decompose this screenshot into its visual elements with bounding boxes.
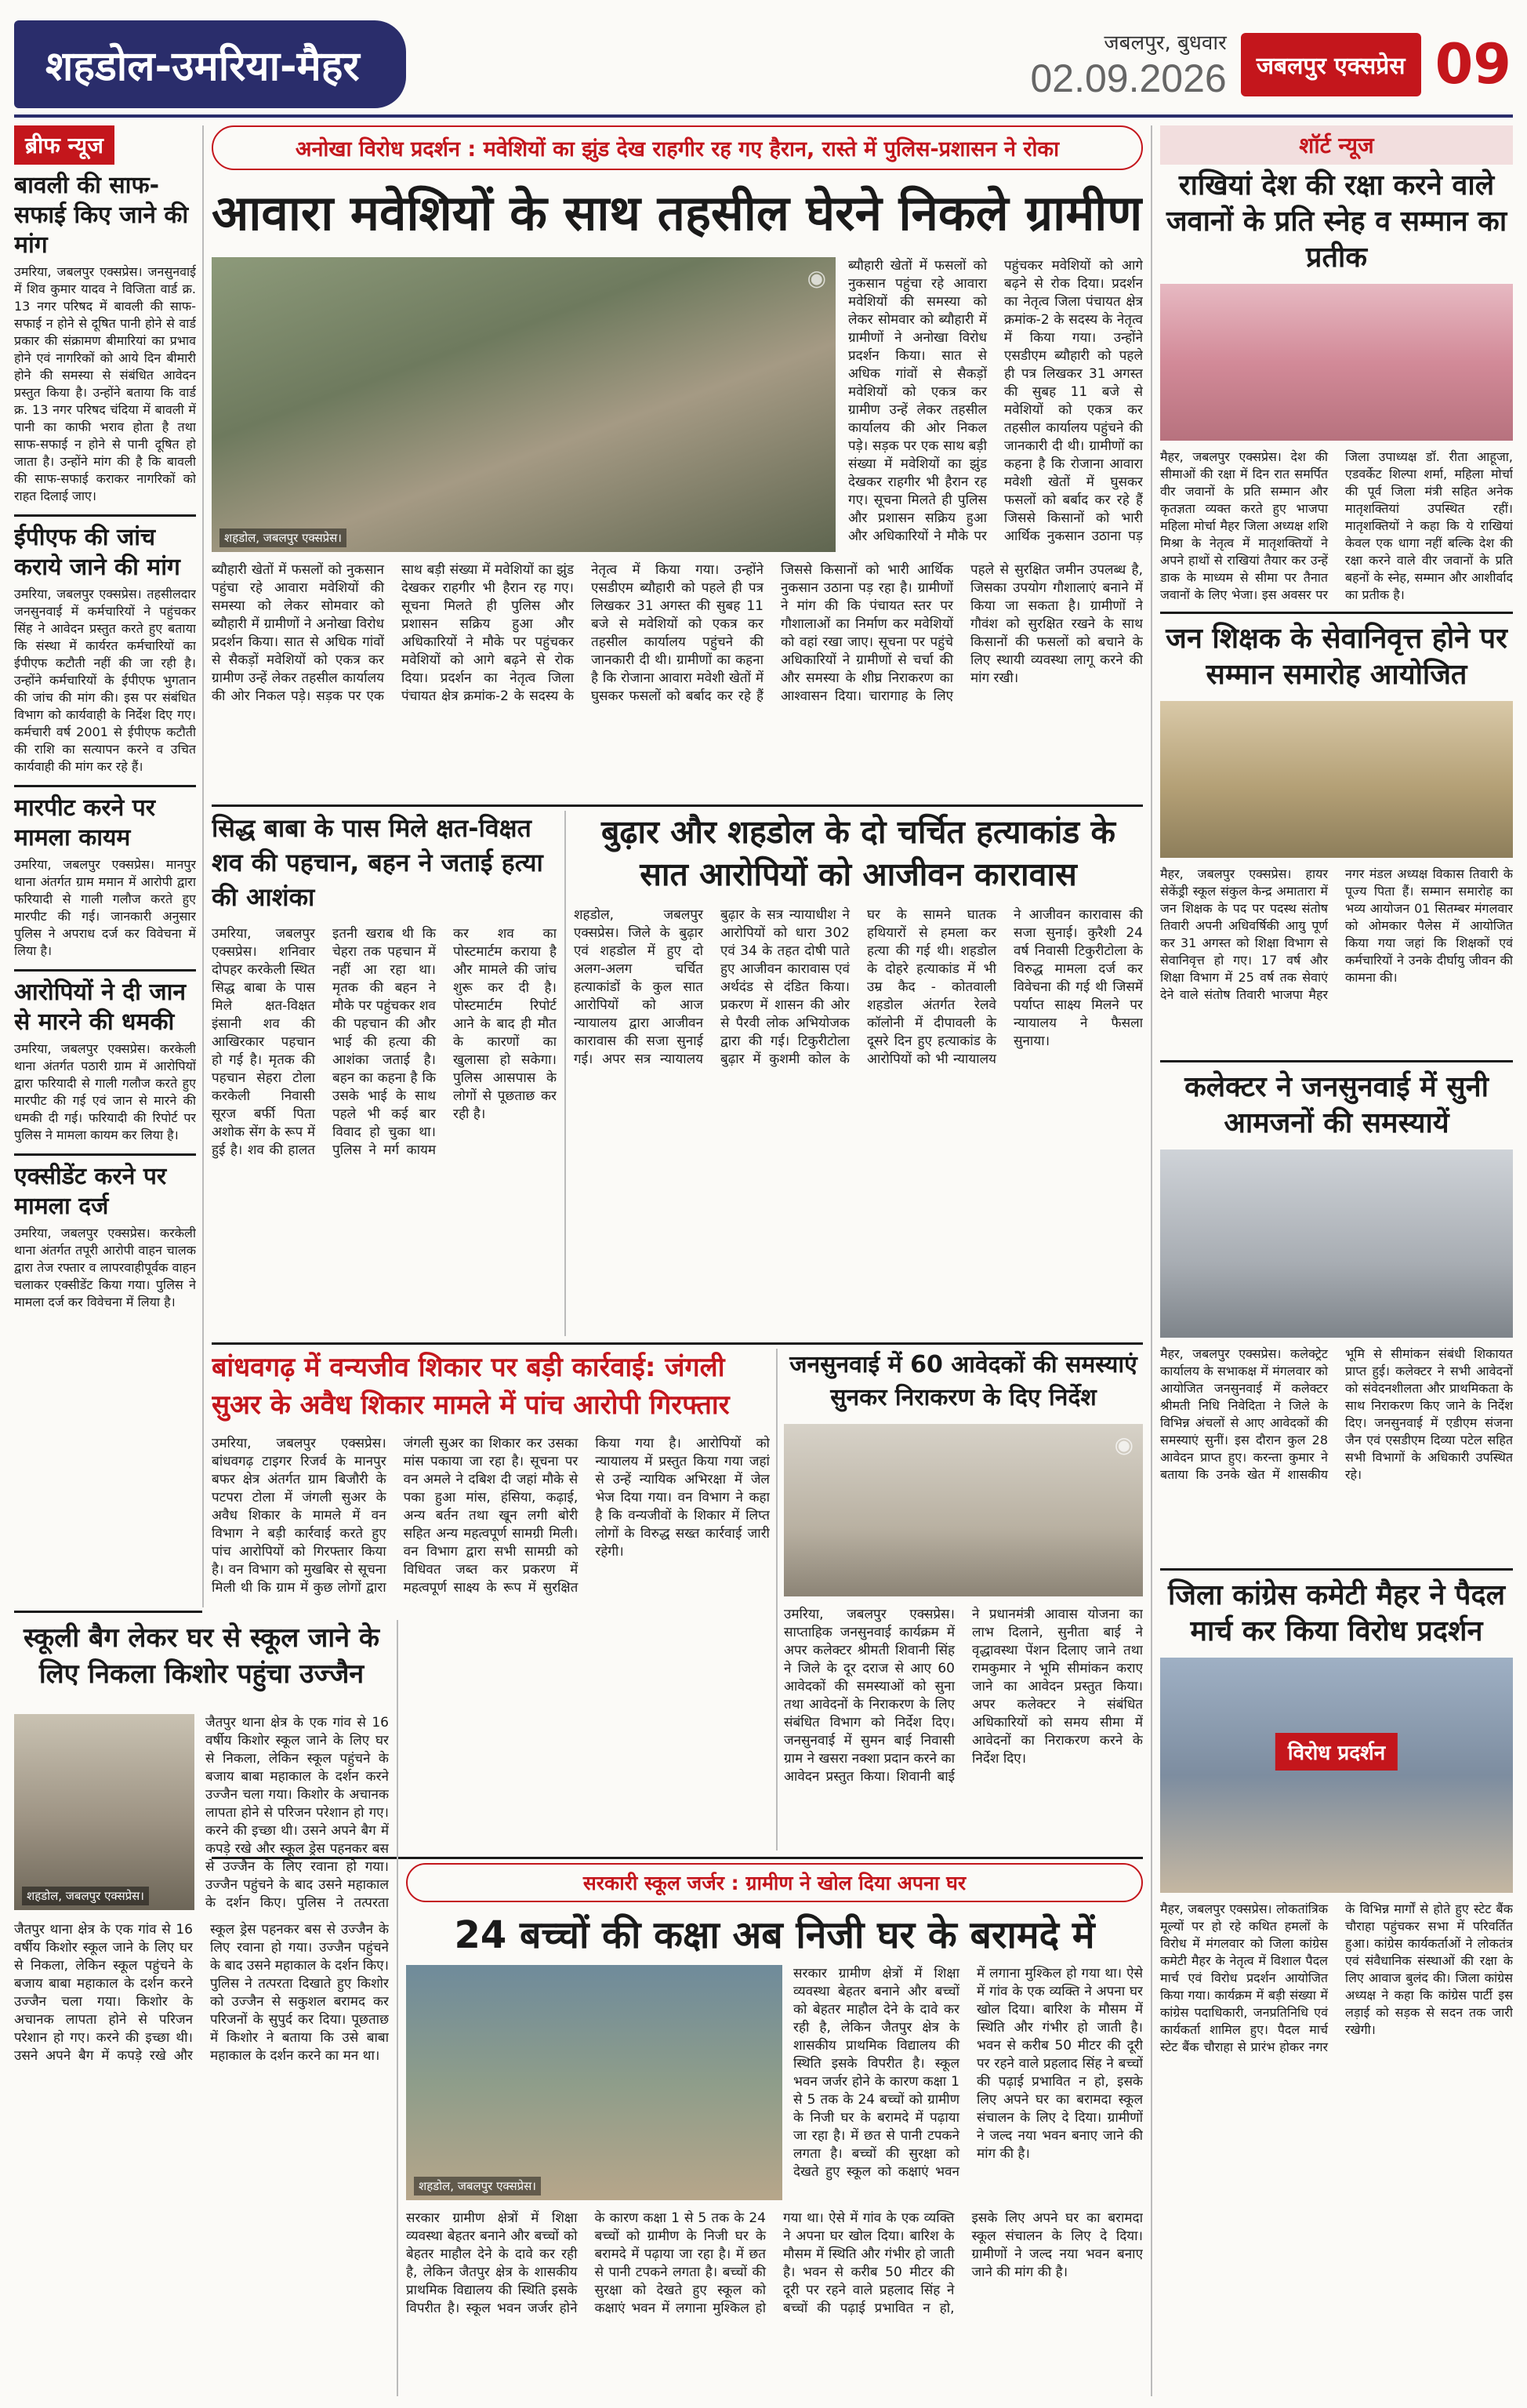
lead-body: ब्यौहारी खेतों में फसलों को नुकसान पहुंचा रहे आवारा मवेशियों की समस्या को लेकर सोमवार को ब्यौहारी में ग्रामीणों ने अनोखा विरोध प्रदर्शन किया। सात से अधिक गांवों से सैकड़ों मवेशियों को एकत्र कर ग्रामीण उन्हें लेकर तहसील कार्यालय की ओर निकल पड़े। सड़क पर एक साथ बड़ी संख्या में मवेशियों का झुंड देखकर राहगीर भी हैरान रह गए। सूचना मिलते ही पुलिस और प्रशासन सक्रिय हुआ और अधिकारियों ने मौके पर पहुंचकर मवेशियों को आगे बढ़ने से रोक दिया। प्रदर्शन का नेतृत्व जिला पंचायत क्षेत्र क्रमांक-2 के सदस्य के नेतृत्व में किया गया। उन्होंने एसडीएम ब्यौहारी को पहले ही पत्र लिखकर 31 अगस्त की सुबह 11 बजे से मवेशियों को एकत्र कर तहसील कार्यालय पहुंचने की जानकारी दी थी। ग्रामीणों का कहना है कि रोजाना आवारा मवेशी खेतों में घुसकर फसलों को बर्बाद कर रहे हैं जिससे किसानों को भारी आर्थिक नुकसान उठाना पड़ रहा है। ग्रामीणों ने मांग की कि पंचायत स्तर पर गौशालाओं का निर्माण कर मवेशियों को वहां रखा जाए। सूचना पर पहुंचे अधिकारियों ने ग्रामीणों से चर्चा की और समस्या के शीघ्र निराकरण का आश्वासन दिया। चारागाह के लिए पहले से सुरक्षित जमीन उपलब्ध है, जिसका उपयोग गौशालाएं बनाने में किया जा सकता है। ग्रामीणों ने गौवंश को सुरक्षित रखने के साथ किसानों की फसलों को बचाने के लिए स्थायी व्यवस्था लागू करने की मांग रखी। — [212, 562, 1143, 704]
short-headline: राखियां देश की रक्षा करने वाले जवानों के प्रति स्नेह व सम्मान का प्रतीक — [1166, 169, 1507, 274]
story-sidh-baba — [212, 811, 557, 1336]
page-number: 09 — [1435, 32, 1511, 96]
column-rule — [202, 125, 204, 1607]
paper-name: जबलपुर एक्सप्रेस — [1241, 33, 1421, 96]
camera-icon: ◉ — [807, 265, 826, 291]
story-school — [406, 1863, 1143, 2396]
brief-news-tag: ब्रीफ न्यूज — [14, 125, 114, 165]
lead-body-right: ब्यौहारी खेतों में फसलों को नुकसान पहुंचा रहे आवारा मवेशियों की समस्या को लेकर सोमवार को ब्यौहारी में ग्रामीणों ने अनोखा विरोध प्रदर्शन किया। सात से अधिक गांवों से सैकड़ों मवेशियों को एकत्र कर ग्रामीण उन्हें लेकर तहसील कार्यालय की ओर निकल पड़े। सड़क पर एक साथ बड़ी संख्या में मवेशियों का झुंड देखकर राहगीर भी हैरान रह गए। सूचना मिलते ही पुलिस और प्रशासन सक्रिय हुआ और अधिकारियों ने मौके पर पहुंचकर मवेशियों को आगे बढ़ने से रोक दिया। प्रदर्शन का नेतृत्व जिला पंचायत क्षेत्र क्रमांक-2 के सदस्य के नेतृत्व में किया गया। उन्होंने एसडीएम ब्यौहारी को पहले ही पत्र लिखकर 31 अगस्त की सुबह 11 बजे से मवेशियों को एकत्र कर तहसील कार्यालय पहुंचने की जानकारी दी थी। ग्रामीणों का कहना है कि रोजाना आवारा मवेशी खेतों में घुसकर फसलों को बर्बाद कर रहे हैं जिससे किसानों को भारी आर्थिक नुकसान उठाना पड़ — [848, 258, 1143, 544]
section-rule — [1160, 1060, 1513, 1062]
short-photo — [1160, 701, 1513, 858]
school-body: सरकार ग्रामीण क्षेत्रों में शिक्षा व्यवस्था बेहतर बनाने और बच्चों को बेहतर माहौल देने के दावे कर रही है, लेकिन जैतपुर क्षेत्र के शासकीय प्राथमिक विद्यालय की स्थिति इसके विपरीत है। स्कूल भवन जर्जर होने के कारण कक्षा 1 से 5 तक के 24 बच्चों को ग्रामीण के निजी घर के बरामदे में पढ़ाया जा रहा है। में छत से पानी टपकने लगता है। बच्चों की सुरक्षा को देखते हुए स्कूल को कक्षाएं भवन में लगाना मुश्किल हो गया था। ऐसे में गांव के एक व्यक्ति ने अपना घर खोल दिया। बारिश के मौसम में स्थिति और गंभीर हो जाती है। भवन से करीब 50 मीटर की दूरी पर रहने वाले प्रहलाद सिंह ने बच्चों की पढ़ाई प्रभावित न हो, इसके लिए अपने घर का बरामदा स्कूल संचालन के लिए दे दिया। ग्रामीणों ने जल्द नया भवन बनाए जाने की मांग की है। — [406, 2210, 1143, 2316]
column-rule — [564, 811, 566, 1336]
jansunwai-photo — [784, 1424, 1143, 1596]
short-headline: जन शिक्षक के सेवानिवृत्त होने पर सम्मान समारोह आयोजित — [1166, 623, 1507, 691]
short-news-column — [1160, 125, 1513, 2396]
brief-text: उमरिया, जबलपुर एक्सप्रेस। करकेली थाना अंतर्गत पठारी ग्राम में आरोपियों द्वारा फरियादी से गाली गलौज करते हुए मारपीट की गई एवं जान से मारने की धमकी दी गई। फरियादी की रिपोर्ट पर पुलिस ने मामला कायम कर लिया है। — [14, 1041, 196, 1142]
lead-story — [212, 125, 1143, 800]
short-body: मैहर, जबलपुर एक्सप्रेस। कलेक्ट्रेट कार्यालय के सभाकक्ष में मंगलवार को आयोजित जनसुनवाई में कलेक्टर श्रीमती निधि निवेदिता ने जिले के विभिन्न अंचलों से आए आवेदकों की समस्याएं सुनीं। इस दौरान कुल 28 आवेदन प्राप्त हुए। करन्ता कुमार ने बताया कि उनके खेत में शासकीय भूमि से सीमांकन संबंधी शिकायत प्राप्त हुई। कलेक्टर ने सभी आवेदनों को संवेदनशीलता और प्राथमिकता के साथ निराकरण किए जाने के निर्देश दिए। जनसुनवाई में एडीएम संजना जैन एवं एसडीएम दिव्या पटेल सहित सभी विभागों के अधिकारी उपस्थित रहे। — [1160, 1346, 1513, 1482]
brief-text: उमरिया, जबलपुर एक्सप्रेस। जनसुनवाई में शिव कुमार यादव ने विजिता वार्ड क्र. 13 नगर परिषद में बावली की साफ-सफाई न होने से दूषित पानी होने से वार्ड प्रकार की संक्रामण बीमारियां का प्रभाव होने एवं नागरिकों को आये दिन बीमारी होने की समस्या से संबंधित आवेदन प्रस्तुत किया है। उन्होंने बताया कि वार्ड क्र. 13 नगर परिषद चंदिया में बावली में पानी का काफी भराव होता है तथा साफ-सफाई न होने से पानी दूषित हो जाता है। उन्होंने मांग की है कि बावली की साफ-सफाई कराकर नागरिकों को राहत दिलाई जाए। — [14, 264, 196, 503]
brief-headline: बावली की साफ-सफाई किए जाने की मांग — [14, 172, 189, 259]
school-kid-body: जैतपुर थाना क्षेत्र के एक गांव से 16 वर्षीय किशोर स्कूल जाने के लिए घर से निकला, लेकिन स्कूल पहुंचने के बजाय बाबा महाकाल के दर्शन करने उज्जैन चला गया। किशोर के अचानक लापता होने से परिजन परेशान हो गए। करने की इच्छा थी। उसने अपने बैग में कपड़े रखे और स्कूल ड्रेस पहनकर बस से उज्जैन के लिए रवाना हो गया। उज्जैन पहुंचने के बाद उसने महाकाल के दर्शन किए। पुलिस ने तत्परता दिखाते हुए किशोर को उज्जैन से सकुशल बरामद कर परिजनों के सुपुर्द कर दिया। पूछताछ में किशोर ने बताया कि उसे बाबा महाकाल के दर्शन करने का मन था। — [14, 1922, 389, 2064]
section-rule — [1160, 612, 1513, 614]
budhar-body: शहडोल, जबलपुर एक्सप्रेस। जिले के बुढ़ार एवं शहडोल में हुए दो अलग-अलग चर्चित हत्याकांडों के कुल सात आरोपियों को आज न्यायालय द्वारा आजीवन कारावास की सजा सुनाई गई। अपर सत्र न्यायालय बुढ़ार के सत्र न्यायाधीश ने आरोपियों को धारा 302 एवं 34 के तहत दोषी पाते हुए आजीवन कारावास एवं अर्थदंड से दंडित किया। प्रकरण में शासन की ओर से पैरवी लोक अभियोजक द्वारा की गई। टिकुरीटोला बुढ़ार में कुशमी कोल के घर के सामने घातक हथियारों से हमला कर हत्या की गई थी। शहडोल के दोहरे हत्याकांड में भी उम्र कैद - कोतवाली शहडोल अंतर्गत रेलवे कॉलोनी में दीपावली के दूसरे दिन हुए हत्याकांड के आरोपियों को भी न्यायालय ने आजीवन कारावास की सजा सुनाई। कुरैशी 24 वर्ष निवासी टिकुरीटोला के विरुद्ध मामला दर्ज कर विवेचना की गई थी जिसमें पर्याप्त साक्ष्य मिलने पर न्यायालय ने फैसला सुनाया। — [574, 907, 1143, 1067]
short-item — [1160, 1070, 1513, 1556]
issue-date: 02.09.2026 — [1030, 56, 1227, 100]
school-body-right: सरकार ग्रामीण क्षेत्रों में शिक्षा व्यवस्था बेहतर बनाने और बच्चों को बेहतर माहौल देने के दावे कर रही है, लेकिन जैतपुर क्षेत्र के शासकीय प्राथमिक विद्यालय की स्थिति इसके विपरीत है। स्कूल भवन जर्जर होने के कारण कक्षा 1 से 5 तक के 24 बच्चों को ग्रामीण के निजी घर के बरामदे में पढ़ाया जा रहा है। में छत से पानी टपकने लगता है। बच्चों की सुरक्षा को देखते हुए स्कूल को कक्षाएं भवन में लगाना मुश्किल हो गया था। ऐसे में गांव के एक व्यक्ति ने अपना घर खोल दिया। बारिश के मौसम में स्थिति और गंभीर हो जाती है। भवन से करीब 50 मीटर की दूरी पर रहने वाले प्रहलाद सिंह ने बच्चों की पढ़ाई प्रभावित न हो, इसके लिए अपने घर का बरामदा स्कूल संचालन के लिए दे दिया। ग्रामीणों ने जल्द नया भवन बनाए जाने की मांग की है। — [793, 1966, 1143, 2180]
brief-text: उमरिया, जबलपुर एक्सप्रेस। तहसीलदार जनसुनवाई में कर्मचारियों ने पहुंचकर सिंह ने आवेदन प्रस्तुत करते हुए बताया कि संस्था में कार्यरत कर्मचारियों का ईपीएफ कटौती नहीं की जा रही है। उन्होंने कर्मचारियों के ईपीएफ भुगतान की जांच की मांग की। इस पर संबंधित विभाग को कार्यवाही के निर्देश दिए गए। कर्मचारी वर्ष 2001 से ईपीएफ कटौती की राशि का सत्यापन करने व उचित कार्यवाही की मांग कर रहे हैं। — [14, 587, 196, 774]
school-photo — [406, 1965, 782, 2200]
short-body: मैहर, जबलपुर एक्सप्रेस। लोकतांत्रिक मूल्यों पर हो रहे कथित हमलों के विरोध में मंगलवार को जिला कांग्रेस कमेटी मैहर के नेतृत्व में विशाल पैदल मार्च एवं विरोध प्रदर्शन आयोजित किया गया। कार्यक्रम में बड़ी संख्या में कांग्रेस पदाधिकारी, जनप्रतिनिधि एवं कार्यकर्ता शामिल हुए। पैदल मार्च स्टेट बैंक चौराहा से प्रारंभ होकर नगर के विभिन्न मार्गों से होते हुए स्टेट बैंक चौराहा पहुंचकर सभा में परिवर्तित हुआ। कांग्रेस कार्यकर्ताओं ने लोकतंत्र एवं संवैधानिक संस्थाओं की रक्षा के लिए आवाज बुलंद की। जिला कांग्रेस अध्यक्ष ने कहा कि कांग्रेस पार्टी इस लड़ाई को सड़क से सदन तक जारी रखेगी। — [1160, 1901, 1513, 2054]
photo-credit: शहडोल, जबलपुर एक्सप्रेस। — [414, 2177, 541, 2196]
photo-credit: शहडोल, जबलपुर एक्सप्रेस। — [219, 528, 346, 547]
jansunwai-headline: जनसुनवाई में 60 आवेदकों की समस्याएं सुनकर निराकरण के दिए निर्देश — [789, 1351, 1137, 1411]
brief-text: उमरिया, जबलपुर एक्सप्रेस। करकेली थाना अंतर्गत तपूरी आरोपी वाहन चालक द्वारा तेज रफ्तार व लापरवाहीपूर्वक वाहन चलाकर एक्सीडेंट किया गया। पुलिस ने मामला दर्ज कर विवेचना में लिया है। — [14, 1226, 196, 1309]
short-headline: जिला कांग्रेस कमेटी मैहर ने पैदल मार्च कर किया विरोध प्रदर्शन — [1167, 1579, 1505, 1647]
camera-icon: ◉ — [1114, 1432, 1133, 1458]
masthead-right — [1030, 20, 1511, 108]
short-photo — [1160, 1658, 1513, 1893]
column-rule — [776, 1349, 778, 1850]
section-rule — [14, 1611, 202, 1613]
short-item — [1160, 621, 1513, 1123]
section-rule — [212, 804, 1143, 807]
lead-kicker: अनोखा विरोध प्रदर्शन : मवेशियों का झुंड देख राहगीर रह गए हैरान, रास्ते में पुलिस-प्रशासन ने रोका — [212, 125, 1143, 170]
school-kid-photo — [14, 1714, 194, 1910]
short-news-tag: शॉर्ट न्यूज — [1160, 125, 1513, 165]
brief-text: उमरिया, जबलपुर एक्सप्रेस। मानपुर थाना अंतर्गत ग्राम ममान में आरोपी द्वारा फरियादी से गाली गलौज करते हुए मारपीट की गई। जानकारी अनुसार पुलिस ने अपराध दर्ज कर विवेचना में लिया है। — [14, 857, 196, 958]
school-kicker: सरकारी स्कूल जर्जर : ग्रामीण ने खोल दिया अपना घर — [406, 1863, 1143, 1902]
school-headline: 24 बच्चों की कक्षा अब निजी घर के बरामदे में — [454, 1913, 1095, 1957]
bandhavgarh-headline — [212, 1349, 770, 1424]
column-rule — [397, 1620, 398, 2396]
brief-news-column — [14, 125, 196, 1607]
bandhavgarh-headline-text: बांधवगढ़ में वन्यजीव शिकार पर बड़ी कार्रवाई: जंगली सुअर के अवैध शिकार मामले में पांच आरोपी गिरफ्तार — [212, 1352, 730, 1421]
section-title: शहडोल-उमरिया-मैहर — [14, 20, 406, 108]
masthead-rule — [14, 114, 1513, 118]
budhar-headline: बुढ़ार और शहडोल के दो चर्चित हत्याकांड के सात आरोपियों को आजीवन कारावास — [600, 813, 1116, 893]
school-kid-headline: स्कूली बैग लेकर घर से स्कूल जाने के लिए निकला किशोर पहुंचा उज्जैन — [23, 1622, 380, 1690]
school-kid-body-top: जैतपुर थाना क्षेत्र के एक गांव से 16 वर्षीय किशोर स्कूल जाने के लिए घर से निकला, लेकिन स्कूल पहुंचने के बजाय बाबा महाकाल के दर्शन करने उज्जैन चला गया। किशोर के अचानक लापता होने से परिजन परेशान हो गए। करने की इच्छा थी। उसने अपने बैग में कपड़े रखे और स्कूल ड्रेस पहनकर बस से उज्जैन के लिए रवाना हो गया। उज्जैन पहुंचने के बाद उसने महाकाल के दर्शन किए। पुलिस ने तत्परता — [205, 1715, 389, 1910]
divider — [14, 1153, 196, 1156]
masthead-meta — [1030, 27, 1226, 101]
story-budhar — [574, 811, 1143, 1336]
brief-headline: आरोपियों ने दी जान से मारने की धमकी — [14, 979, 187, 1036]
column-rule — [1151, 125, 1152, 2396]
divider — [14, 969, 196, 972]
short-item — [1160, 168, 1513, 607]
photo-credit: शहडोल, जबलपुर एक्सप्रेस। — [22, 1887, 149, 1905]
short-body: मैहर, जबलपुर एक्सप्रेस। हायर सेकेंड्री स्कूल संकुल केन्द्र अमातारा में जन शिक्षक के पद पर पदस्थ संतोष तिवारी अपनी अधिवर्षिकी आयु पूर्ण कर 31 अगस्त को शिक्षा विभाग से सेवानिवृत्त हो गए। 17 वर्ष और शिक्षा विभाग में 25 वर्ष तक सेवाएं देने वाले संतोष तिवारी भाजपा मैहर नगर मंडल अध्यक्ष विकास तिवारी के पूज्य पिता हैं। सम्मान समारोह का भव्य आयोजन 01 सितम्बर मंगलवार को ओमकार पैलेस में आयोजित किया गया जहां कि शिक्षकों एवं कर्मचारियों ने उनके दीर्घायु जीवन की कामना की। — [1160, 866, 1513, 1002]
sidh-baba-headline: सिद्ध बाबा के पास मिले क्षत-विक्षत शव की पहचान, बहन ने जताई हत्या की आशंका — [212, 813, 543, 912]
divider — [14, 514, 196, 517]
jansunwai-body: उमरिया, जबलपुर एक्सप्रेस। साप्ताहिक जनसुनवाई कार्यक्रम में अपर कलेक्टर श्रीमती शिवानी सिंह ने जिले के दूर दराज से आए 60 आवेदकों की समस्याओं को सुना तथा आवेदनों के निराकरण के लिए संबंधित विभाग को निर्देश दिए। जनसुनवाई में सुमन बाई निवासी ग्राम ने खसरा नक्शा प्रदान करने का आवेदन प्रस्तुत किया। शिवानी बाई ने प्रधानमंत्री आवास योजना का लाभ दिलाने, सुनीता बाई ने वृद्धावस्था पेंशन दिलाए जाने तथा रामकुमार ने भूमि सीमांकन कराए जाने का आवेदन प्रस्तुत किया। अपर कलेक्टर ने संबंधित अधिकारियों को समय सीमा में आवेदनों का निराकरण करने के निर्देश दिए। — [784, 1607, 1143, 1785]
divider — [14, 785, 196, 787]
short-photo — [1160, 1150, 1513, 1338]
short-body: मैहर, जबलपुर एक्सप्रेस। देश की सीमाओं की रक्षा में दिन रात समर्पित वीर जवानों के प्रति सम्मान और कृतज्ञता व्यक्त करते हुए भाजपा महिला मोर्चा मैहर जिला अध्यक्ष शशि मिश्रा के नेतृत्व में मातृशक्तियों ने अपने हाथों से राखियां तैयार कर उन्हें डाक के माध्यम से सीमा पर तैनात जवानों के लिए भेजा। इस अवसर पर जिला उपाध्यक्ष डॉ. रीता आहूजा, एडवर्केट शिल्पा शर्मा, महिला मोर्चा की पूर्व जिला मंत्री सहित अनेक मातृशक्तियां उपस्थित रहीं। मातृशक्तियों ने कहा कि ये राखियां केवल एक धागा नहीं बल्कि देश की रक्षा करने वाले वीर जवानों के प्रति बहनों के स्नेह, सम्मान और आशीर्वाद का प्रतीक है। — [1160, 449, 1513, 602]
lead-photo — [212, 257, 836, 552]
protest-banner: विरोध प्रदर्शन — [1275, 1733, 1398, 1771]
brief-headline: ईपीएफ की जांच कराये जाने की मांग — [14, 524, 180, 581]
short-headline: कलेक्टर ने जनसुनवाई में सुनी आमजनों की समस्यायें — [1184, 1071, 1489, 1139]
brief-headline: मारपीट करने पर मामला कायम — [14, 794, 156, 852]
section-rule — [1160, 1568, 1513, 1571]
story-school-kid — [14, 1620, 389, 2396]
short-photo — [1160, 284, 1513, 441]
bandhavgarh-body: उमरिया, जबलपुर एक्सप्रेस। बांधवगढ़ टाइगर रिजर्व के मानपुर बफर क्षेत्र अंतर्गत ग्राम बिजौरी के पटपरा टोला में जंगली सुअर के अवैध शिकार के मामले में वन विभाग ने बड़ी कार्रवाई करते हुए पांच आरोपियों को गिरफ्तार किया है। वन विभाग को मुखबिर से सूचना मिली थी कि ग्राम में कुछ लोगों द्वारा जंगली सुअर का शिकार कर उसका मांस पकाया जा रहा है। सूचना पर वन अमले ने दबिश दी जहां मौके से पका हुआ मांस, हंसिया, कढ़ाई, अन्य बर्तन तथा खून लगी बोरी सहित अन्य महत्वपूर्ण सामग्री मिली। वन विभाग द्वारा सभी सामग्री को विधिवत जब्त कर प्रकरण में महत्वपूर्ण साक्ष्य के रूप में सुरक्षित किया गया है। आरोपियों को न्यायालय में प्रस्तुत किया गया जहां से उन्हें न्यायिक अभिरक्षा में जेल भेज दिया गया। वन विभाग ने कहा है कि वन्यजीवों के शिकार में लिप्त लोगों के विरुद्ध सख्त कार्रवाई जारी रहेगी। — [212, 1436, 770, 1596]
lead-headline: आवारा मवेशियों के साथ तहसील घेरने निकले ग्रामीण — [212, 184, 1143, 242]
section-rule — [212, 1342, 1143, 1345]
story-jansunwai-umaria — [784, 1349, 1143, 1850]
city-day: जबलपुर, बुधवार — [1104, 31, 1227, 55]
brief-headline: एक्सीडेंट करने पर मामला दर्ज — [14, 1163, 167, 1220]
masthead — [0, 0, 1527, 118]
sidh-baba-body: उमरिया, जबलपुर एक्सप्रेस। शनिवार दोपहर करकेली स्थित सिद्ध बाबा के पास मिले क्षत-विक्षत इंसानी शव की आखिरकार पहचान हो गई है। मृतक की पहचान सेहरा टोला करकेली निवासी सूरज बर्फी पिता अशोक सेंग के रूप में हुई है। शव की हालत इतनी खराब थी कि चेहरा तक पहचान में नहीं आ रहा था। मृतक की बहन ने मौके पर पहुंचकर शव की पहचान की और भाई की हत्या की आशंका जताई है। बहन का कहना है कि उसके भाई के साथ पहले भी कई बार विवाद हो चुका था। पुलिस ने मर्ग कायम कर शव का पोस्टमार्टम कराया है और मामले की जांच शुरू कर दी है। पोस्टमार्टम रिपोर्ट आने के बाद ही मौत के कारणों का खुलासा हो सकेगा। पुलिस आसपास के लोगों से पूछताछ कर रही है। — [212, 926, 557, 1158]
short-item — [1160, 1578, 1513, 2393]
